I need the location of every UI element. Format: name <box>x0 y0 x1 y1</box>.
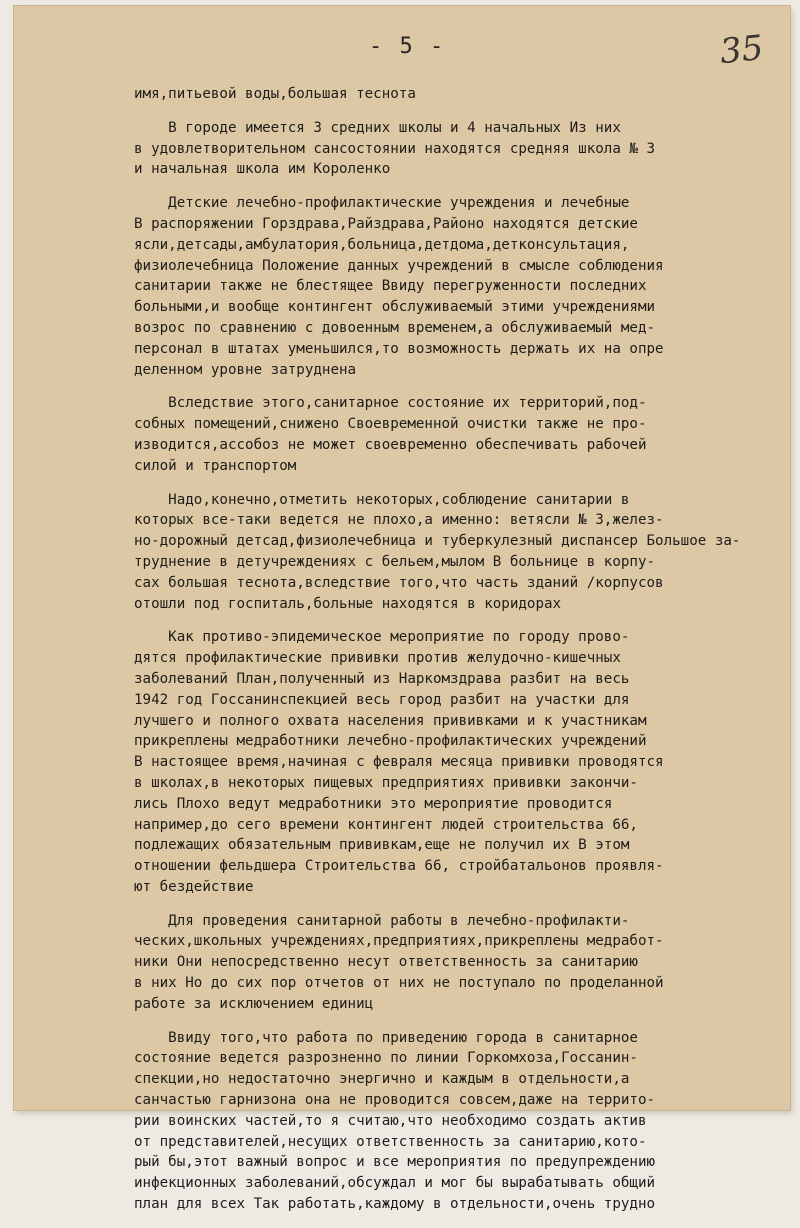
text-line: работе за исключением единиц <box>134 995 374 1012</box>
text-line: от представителей,несущих ответственность за санитарию,кото- <box>134 1133 647 1150</box>
text-line: в удовлетворительном сансостоянии находятся средняя школа № 3 <box>134 140 656 157</box>
text-line: ют бездействие <box>134 878 254 895</box>
text-line: санитарии также не блестящее Ввиду перегруженности последних <box>134 278 647 295</box>
text-line: Вследствие этого,санитарное состояние их территорий,под- <box>134 395 647 412</box>
text-line: заболеваний План,полученный из Наркомздрава разбит на весь <box>134 670 630 687</box>
text-line: больными,и вообще контингент обслуживаемый этими учреждениями <box>134 299 656 316</box>
text-line: которых все-таки ведется не плохо,а именно: ветясли № 3,желез- <box>134 512 664 529</box>
text-line: в школах,в некоторых пищевых предприятиях прививки закончи- <box>134 774 638 791</box>
text-line: Как противо-эпидемическое мероприятие по городу прово- <box>134 629 630 646</box>
text-line: изводится,ассобоз не может своевременно обеспечивать рабочей <box>134 436 647 453</box>
text-line: имя,питьевой воды,большая теснота <box>134 86 416 102</box>
paragraph <box>134 118 798 180</box>
text-line: Надо,конечно,отметить некоторых,соблюдение санитарии в <box>134 491 630 508</box>
text-line: ческих,школьных учреждениях,предприятиях,прикреплены медработ- <box>134 933 664 950</box>
text-line: лучшего и полного охвата населения прививками и к участникам <box>134 712 647 729</box>
typed-body-text <box>134 84 798 1228</box>
text-line: спекции,но недостаточно энергично и каждым в отдельности,а <box>134 1071 630 1088</box>
paragraph <box>134 393 798 476</box>
text-line: например,до сего времени контингент людей строительства 66, <box>134 816 638 833</box>
text-line: план для всех Так работать,каждому в отдельности,очень трудно <box>134 1196 656 1213</box>
text-line: состояние ведется разрозненно по линии Горкомхоза,Госсанин- <box>134 1050 638 1067</box>
text-line: ясли,детсады,амбулатория,больница,детдома,детконсультация, <box>134 236 630 253</box>
text-line: прикреплены медработники лечебно-профилактических учреждений <box>134 733 647 750</box>
text-line: 1942 год Госсанинспекцией весь город разбит на участки для <box>134 691 630 708</box>
text-line: физиолечебница Положение данных учреждений в смысле соблюдения <box>134 257 664 274</box>
text-line: персонал в штатах уменьшился,то возможность держать их на опре <box>134 340 664 357</box>
text-line: силой и транспортом <box>134 457 297 474</box>
paragraph <box>134 193 798 380</box>
text-line: но-дорожный детсад,физиолечебница и туберкулезный диспансер Большое за- <box>134 533 741 550</box>
text-line: В городе имеется 3 средних школы и 4 начальных Из них <box>134 119 621 136</box>
text-line: собных помещений,снижено Своевременной очистки также не про- <box>134 416 647 433</box>
paragraph <box>134 911 798 1015</box>
paragraph <box>134 1028 798 1215</box>
text-line: в них Но до сих пор отчетов от них не поступало по проделанной <box>134 975 664 992</box>
text-line: и начальная школа им Короленко <box>134 161 391 178</box>
paragraph <box>134 490 798 615</box>
text-line: возрос по сравнению с довоенным временем,а обслуживаемый мед- <box>134 319 656 336</box>
paragraph <box>134 627 798 897</box>
page-number: - 5 - <box>369 34 446 59</box>
text-line: отошли под госпиталь,больные находятся в коридорах <box>134 595 562 612</box>
text-line: лись Плохо ведут медработники это мероприятие проводится <box>134 795 613 812</box>
text-line: рии воинских частей,то я считаю,что необходимо создать актив <box>134 1112 647 1129</box>
text-line: ники Они непосредственно несут ответственность за санитарию <box>134 954 638 971</box>
text-line: Ввиду того,что работа по приведению города в санитарное <box>134 1029 638 1046</box>
text-line: Детские лечебно-профилактические учреждения и лечебные <box>134 195 630 212</box>
text-line: отношении фельдшера Строительства 66, стройбатальонов проявля- <box>134 858 664 875</box>
text-line: В распоряжении Горздрава,Райздрава,Районо находятся детские <box>134 215 638 232</box>
text-line: В настоящее время,начиная с февраля месяца прививки проводятся <box>134 754 664 771</box>
text-line: Для проведения санитарной работы в лечебно-профилакти- <box>134 912 630 929</box>
text-line: деленном уровне затруднена <box>134 361 357 378</box>
text-line: дятся профилактические прививки против желудочно-кишечных <box>134 650 621 667</box>
text-line: сах большая теснота,вследствие того,что часть зданий /корпусов <box>134 574 664 591</box>
archive-page-number: 35 <box>718 27 766 73</box>
text-line: санчастью гарнизона она не проводится совсем,даже на террито- <box>134 1092 656 1109</box>
text-line: рый бы,этот важный вопрос и все мероприятия по предупреждению <box>134 1154 656 1171</box>
text-line: инфекционных заболеваний,обсуждал и мог бы вырабатывать общий <box>134 1175 656 1192</box>
paragraph <box>134 84 798 105</box>
document-page <box>14 6 790 1213</box>
text-line: подлежащих обязательным прививкам,еще не получил их В этом <box>134 837 630 854</box>
text-line: труднение в детучреждениях с бельем,мылом В больнице в корпу- <box>134 553 656 570</box>
